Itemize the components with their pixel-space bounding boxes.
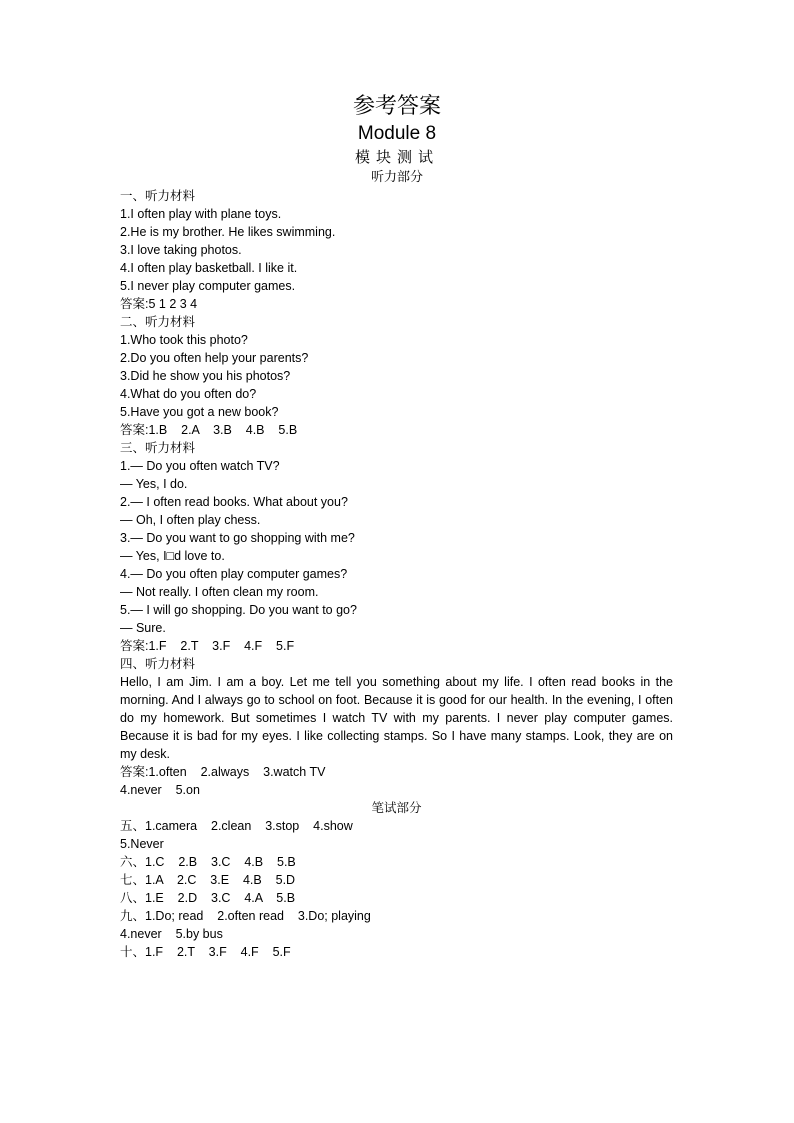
section-heading: 二、听力材料 <box>120 315 196 329</box>
dialogue-line: 4.— Do you often play computer games? <box>120 567 348 581</box>
page-title: 参考答案 <box>352 94 441 119</box>
module-title: Module 8 <box>357 123 437 144</box>
written-answer-line: 5.Never <box>120 837 164 851</box>
dialogue-line: 5.— I will go shopping. Do you want to go? <box>120 603 357 617</box>
written-answer-line: 五、1.camera 2.clean 3.stop 4.show <box>120 819 353 833</box>
answer-line: 4.never 5.on <box>120 783 200 797</box>
listening-line: 4.I often play basketball. I like it. <box>120 261 298 275</box>
answer-line: 答案:1.often 2.always 3.watch TV <box>120 765 326 779</box>
listening-line: 1.Who took this photo? <box>120 333 248 347</box>
listening-line: 5.I never play computer games. <box>120 279 296 293</box>
answer-body <box>120 187 680 961</box>
dialogue-line: — Yes, I□d love to. <box>120 549 225 563</box>
written-answer-line: 4.never 5.by bus <box>120 927 223 941</box>
written-answer-line: 十、1.F 2.T 3.F 4.F 5.F <box>120 945 291 959</box>
listening-line: 2.He is my brother. He likes swimming. <box>120 225 336 239</box>
answer-line: 答案:1.B 2.A 3.B 4.B 5.B <box>120 423 298 437</box>
dialogue-line: — Yes, I do. <box>120 477 188 491</box>
listening-part-heading: 听力部分 <box>370 170 423 185</box>
listening-line: 4.What do you often do? <box>120 387 257 401</box>
listening-passage: Hello, I am Jim. I am a boy. Let me tell you something about my life. I often read books in the morning. And I always go to school on foot. Because it is good for our health. In the evening, I often do my homework. But sometimes I watch TV with my parents. I never play computer games. Because it is bad for my eyes. I like collecting stamps. So I have many stamps. Look, they are on my desk. <box>120 675 673 761</box>
listening-line: 1.I often play with plane toys. <box>120 207 282 221</box>
listening-line: 2.Do you often help your parents? <box>120 351 309 365</box>
listening-line: 3.I love taking photos. <box>120 243 242 257</box>
section-heading: 三、听力材料 <box>120 441 196 455</box>
dialogue-line: 1.— Do you often watch TV? <box>120 459 280 473</box>
written-answer-line: 七、1.A 2.C 3.E 4.B 5.D <box>120 873 296 887</box>
listening-line: 3.Did he show you his photos? <box>120 369 291 383</box>
dialogue-line: — Oh, I often play chess. <box>120 513 261 527</box>
answer-line: 答案:5 1 2 3 4 <box>120 297 198 311</box>
written-answer-line: 八、1.E 2.D 3.C 4.A 5.B <box>120 891 296 905</box>
section-heading: 一、听力材料 <box>120 189 196 203</box>
dialogue-line: 2.— I often read books. What about you? <box>120 495 348 509</box>
answer-line: 答案:1.F 2.T 3.F 4.F 5.F <box>120 639 295 653</box>
written-part-heading: 笔试部分 <box>371 801 422 815</box>
module-test-subtitle: 模块测试 <box>354 148 439 166</box>
dialogue-line: — Sure. <box>120 621 166 635</box>
written-answer-line: 六、1.C 2.B 3.C 4.B 5.B <box>120 855 296 869</box>
written-answer-line: 九、1.Do; read 2.often read 3.Do; playing <box>120 909 371 923</box>
listening-line: 5.Have you got a new book? <box>120 405 279 419</box>
dialogue-line: 3.— Do you want to go shopping with me? <box>120 531 355 545</box>
dialogue-line: — Not really. I often clean my room. <box>120 585 319 599</box>
section-heading: 四、听力材料 <box>120 657 196 671</box>
